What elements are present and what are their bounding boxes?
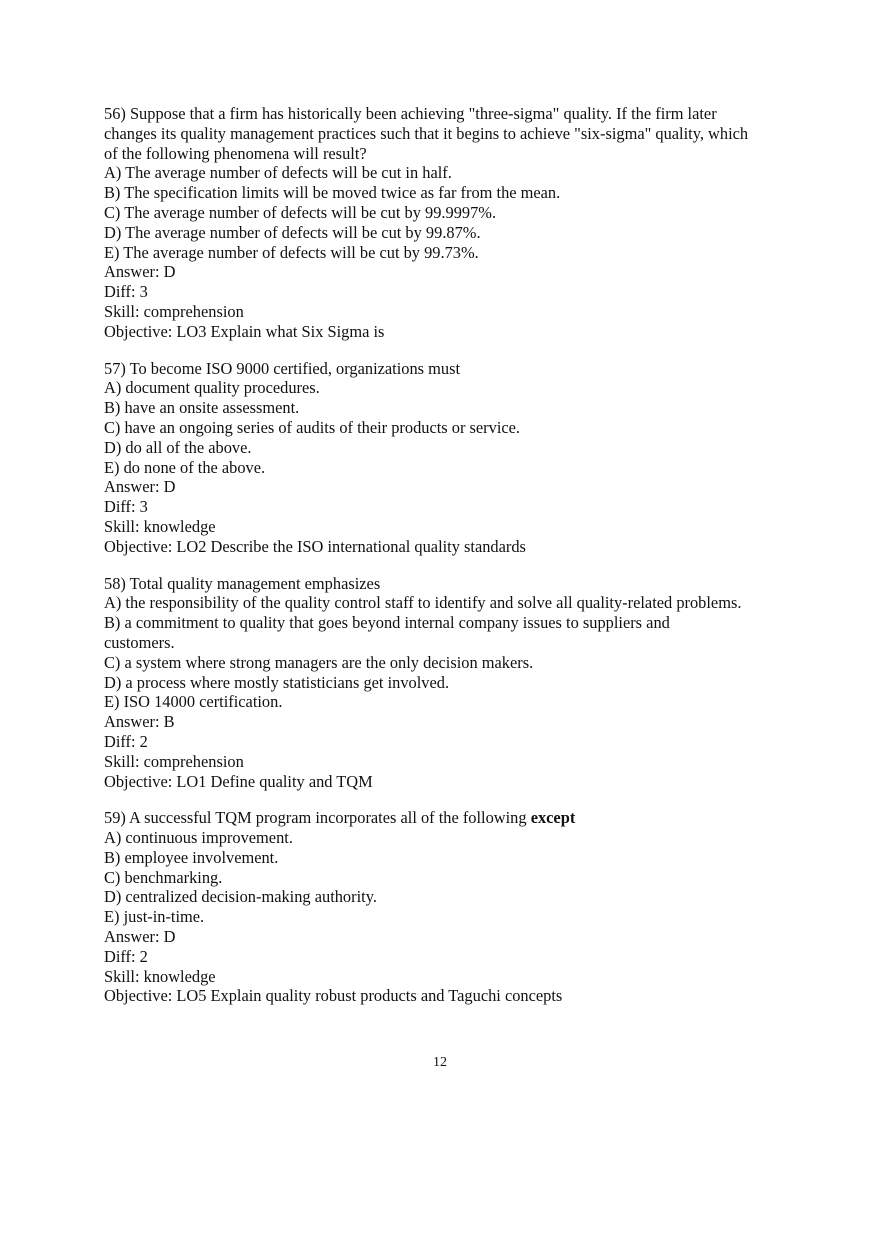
option-b: B) have an onsite assessment. (104, 398, 300, 418)
objective: Objective: LO1 Define quality and TQM (104, 771, 373, 791)
option-e: E) ISO 14000 certification. (104, 692, 283, 712)
page-number: 12 (433, 1055, 447, 1070)
question-58 (104, 574, 824, 792)
objective: Objective: LO5 Explain quality robust products and Taguchi concepts (104, 986, 563, 1006)
question-57 (104, 359, 824, 557)
option-d: D) centralized decision-making authority. (104, 887, 377, 907)
option-a: A) continuous improvement. (104, 828, 293, 848)
option-d: D) The average number of defects will be cut by 99.87%. (104, 222, 481, 242)
option-b: B) employee involvement. (104, 847, 279, 867)
document-page (104, 104, 824, 1023)
question-56 (104, 104, 824, 342)
difficulty: Diff: 3 (104, 497, 148, 517)
option-c: C) have an ongoing series of audits of their products or service. (104, 417, 521, 437)
question-59 (104, 808, 824, 1006)
answer: Answer: D (104, 262, 176, 282)
objective: Objective: LO2 Describe the ISO international quality standards (104, 536, 526, 556)
question-stem: 58) Total quality management emphasizes (104, 573, 381, 593)
option-a: A) document quality procedures. (104, 378, 320, 398)
option-d: D) do all of the above. (104, 437, 252, 457)
difficulty: Diff: 3 (104, 282, 148, 302)
skill: Skill: comprehension (104, 301, 244, 321)
answer: Answer: D (104, 477, 176, 497)
question-stem (104, 808, 824, 828)
question-stem: 56) Suppose that a firm has historically been achieving "three-sigma" quality. If the firm later changes its quality management practices such that it begins to achieve "six-sigma" quality, which of the following phenomena will result? (104, 104, 749, 163)
answer: Answer: D (104, 927, 176, 947)
difficulty: Diff: 2 (104, 731, 148, 751)
skill: Skill: knowledge (104, 516, 216, 536)
option-e: E) do none of the above. (104, 457, 266, 477)
option-e: E) The average number of defects will be cut by 99.73%. (104, 242, 479, 262)
option-c: C) benchmarking. (104, 867, 223, 887)
option-b: B) The specification limits will be moved twice as far from the mean. (104, 183, 561, 203)
question-stem-text: 59) A successful TQM program incorporates all of the following (104, 808, 531, 828)
option-b: B) a commitment to quality that goes beyond internal company issues to suppliers and customers. (104, 613, 670, 652)
skill: Skill: knowledge (104, 966, 216, 986)
objective: Objective: LO3 Explain what Six Sigma is (104, 321, 385, 341)
option-c: C) The average number of defects will be cut by 99.9997%. (104, 202, 497, 222)
skill: Skill: comprehension (104, 751, 244, 771)
option-c: C) a system where strong managers are the only decision makers. (104, 652, 534, 672)
answer: Answer: B (104, 712, 175, 732)
difficulty: Diff: 2 (104, 946, 148, 966)
option-d: D) a process where mostly statisticians get involved. (104, 672, 450, 692)
emphasis-except: except (530, 808, 576, 828)
option-e: E) just-in-time. (104, 907, 205, 927)
option-a: A) The average number of defects will be cut in half. (104, 163, 452, 183)
option-a: A) the responsibility of the quality control staff to identify and solve all quality-related problems. (104, 593, 742, 613)
question-stem: 57) To become ISO 9000 certified, organizations must (104, 358, 461, 378)
